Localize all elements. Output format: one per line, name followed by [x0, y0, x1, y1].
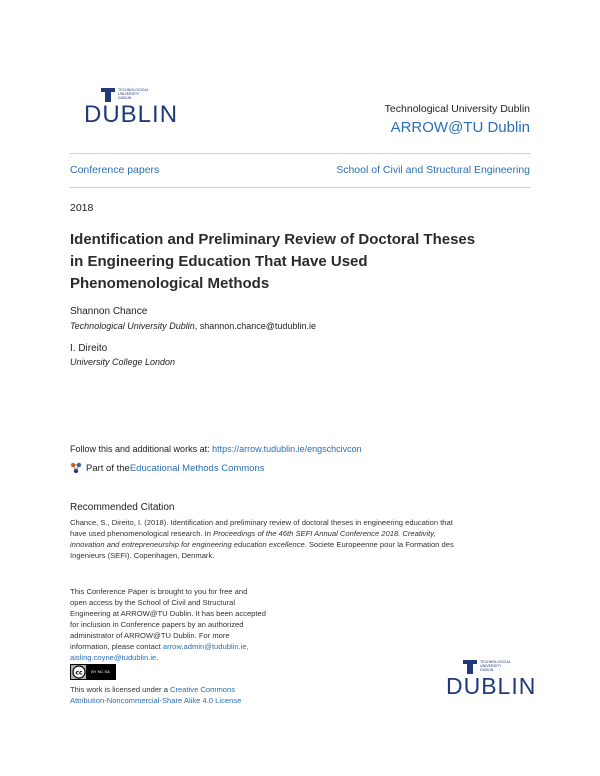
citation-body [70, 517, 540, 561]
citation-proceedings-cont: innovation and entrepreneurship for engineering education excellence [70, 540, 305, 549]
follow-prefix: Follow this and additional works at: [70, 444, 213, 454]
access-notice [70, 586, 300, 663]
logo-caption-line: TECHNOLOGICAL [118, 88, 149, 92]
citation-line [70, 539, 540, 550]
institution-name: Technological University Dublin [384, 103, 530, 115]
notice-line [70, 641, 300, 652]
follow-line [70, 444, 362, 454]
divider-top [70, 153, 530, 154]
logo-wordmark: DUBLIN [446, 673, 537, 699]
logo-caption-line: UNIVERSITY [118, 92, 140, 96]
affiliation-text: Technological University Dublin [70, 321, 195, 331]
publication-year: 2018 [70, 202, 94, 214]
citation-line: Chance, S., Direito, I. (2018). Identification and preliminary review of doctoral theses in engineering education that [70, 518, 453, 527]
part-prefix: Part of the [86, 462, 130, 474]
logo-caption-line: UNIVERSITY [480, 664, 502, 668]
logo-caption-line: TECHNOLOGICAL [480, 660, 511, 664]
notice-line: Engineering at ARROW@TU Dublin. It has been accepted [70, 609, 266, 618]
license-line [70, 684, 241, 695]
part-of-line [70, 462, 265, 474]
author-affiliation: University College London [70, 357, 176, 367]
network-icon [70, 462, 82, 474]
logo-wordmark: DUBLIN [84, 101, 179, 128]
admin-email-link[interactable]: arrow.admin@tudublin.ie, [162, 642, 249, 651]
logo-caption-line: DUBLIN [118, 96, 132, 100]
logo-caption-line: DUBLIN [480, 668, 494, 672]
tu-dublin-logo-footer [446, 660, 537, 704]
conference-papers-link[interactable]: Conference papers [70, 164, 160, 176]
paper-title: Identification and Preliminary Review of Doctoral Theses in Engineering Education That Have Used Phenomenological Methods [70, 231, 476, 292]
repository-link[interactable]: ARROW@TU Dublin [390, 119, 530, 136]
notice-line [70, 652, 300, 663]
license-line [70, 695, 241, 706]
cc-icon [72, 665, 86, 679]
notice-line: for inclusion in Conference papers by an authorized [70, 620, 244, 629]
citation-text: have used phenomenological research. In [70, 529, 214, 538]
license-prefix: This work is licensed under a [70, 685, 171, 694]
collection-url-link[interactable]: https://arrow.tudublin.ie/engschcivcon [212, 444, 362, 454]
cc-badge-text: BY NC SA [86, 665, 115, 679]
logo-caption [480, 660, 511, 672]
contact-prefix: information, please contact [70, 642, 163, 651]
tu-dublin-logo [82, 88, 179, 130]
license-name-link[interactable]: Attribution-Noncommercial-Share Alike 4.0 License [70, 696, 242, 705]
school-link[interactable]: School of Civil and Structural Engineering [336, 164, 530, 176]
contact-suffix: . [156, 653, 159, 662]
divider-bottom [70, 187, 530, 188]
notice-line: open access by the School of Civil and Structural [70, 598, 236, 607]
author-name: I. Direito [70, 343, 108, 354]
citation-proceedings: Proceedings of the 46th SEFI Annual Conference 2018. Creativity, [213, 529, 436, 538]
cc-license-badge[interactable] [70, 664, 116, 680]
notice-line: administrator of ARROW@TU Dublin. For more [70, 631, 230, 640]
citation-line: Ingenieurs (SEFI). Copenhagen, Denmark. [70, 551, 215, 560]
citation-line [70, 528, 540, 539]
author-affiliation [70, 321, 316, 332]
svg-text:cc: cc [75, 669, 83, 677]
citation-text: . Societe Europeenne pour la Formation des [304, 540, 454, 549]
citation-heading: Recommended Citation [70, 502, 175, 513]
creative-commons-link[interactable]: Creative Commons [170, 685, 236, 694]
author-name: Shannon Chance [70, 306, 148, 317]
coyne-email-link[interactable]: aisling.coyne@tudublin.ie [70, 653, 157, 662]
educational-methods-commons-link[interactable]: Educational Methods Commons [129, 462, 265, 474]
license-text [70, 684, 241, 706]
logo-caption [118, 88, 149, 100]
notice-line: This Conference Paper is brought to you for free and [70, 587, 248, 596]
author-email: , shannon.chance@tudublin.ie [194, 321, 316, 331]
